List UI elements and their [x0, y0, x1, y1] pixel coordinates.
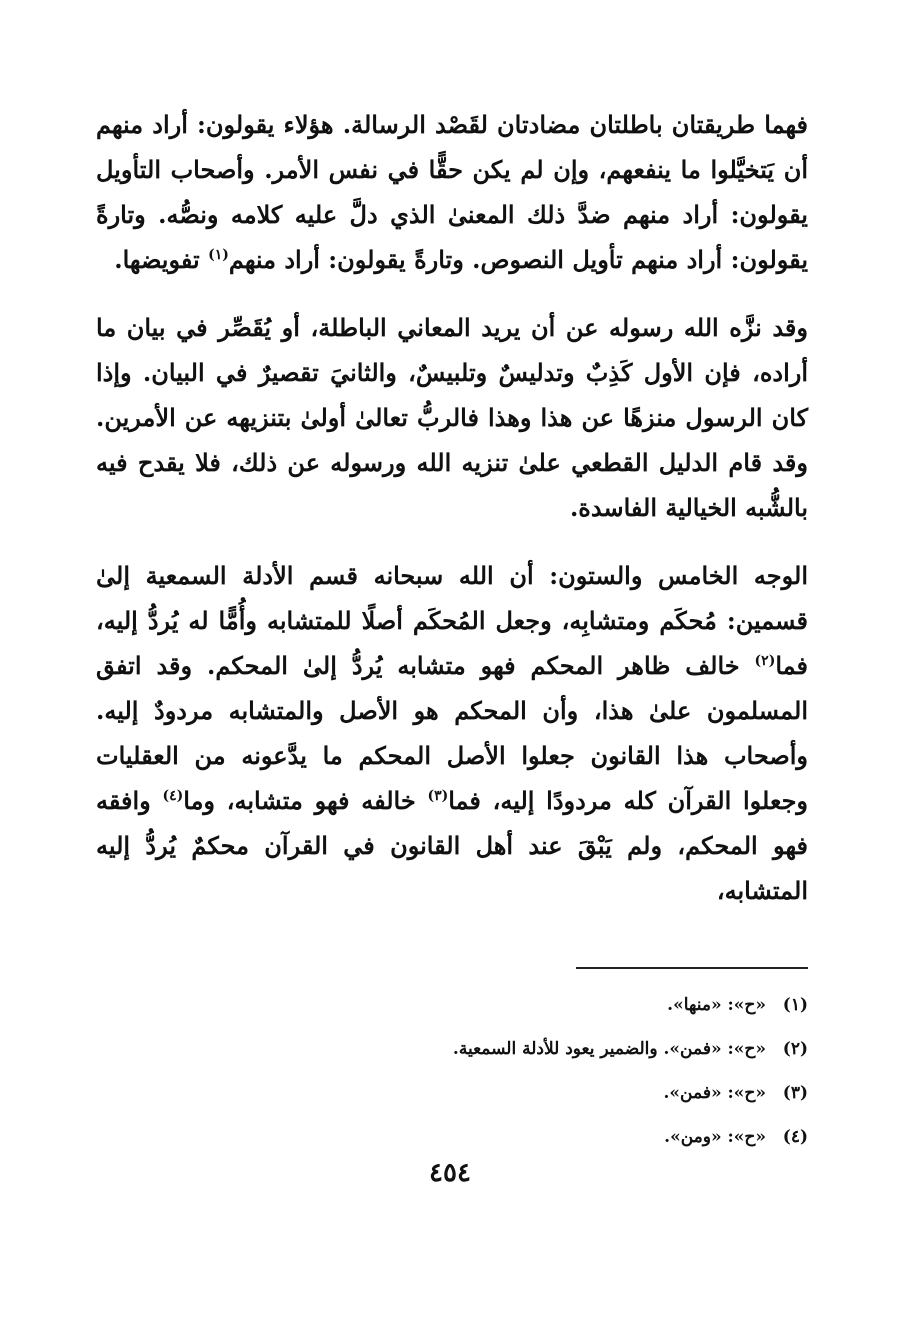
paragraph-text: تفويضها.: [114, 245, 209, 274]
paragraph-text: فهما طريقتان باطلتان مضادتان لقَصْد الرسالة. هؤلاء يقولون: أراد منهم أن يَتخيَّلوا ما ينفعهم، وإن لم يكن حقًّا في نفس الأمر. وأصحاب التأويل يقولون: أراد منهم ضدَّ ذلك المعنىٰ الذي دلَّ عليه كلامه ونصُّه. وتارةً يقولون: أراد منهم تأويل النصوص. وتارةً يقولون: أراد منهم: [96, 110, 808, 274]
footnote-marker: (١): [208, 247, 229, 263]
page-number: ٤٥٤: [429, 1158, 471, 1188]
footnote-separator: [576, 967, 808, 969]
footnote-item: [300, 1038, 808, 1061]
footnote-number: (٤): [782, 1127, 808, 1147]
footnote-text: «ح»: «فمن».: [663, 1083, 766, 1103]
footnote-text: «ح»: «منها».: [667, 995, 766, 1015]
footnote-item: [300, 1082, 808, 1105]
footnote-text: «ح»: «ومن».: [664, 1127, 766, 1147]
main-text: [96, 102, 808, 936]
footnote-number: (٢): [782, 1039, 808, 1059]
paragraph: [96, 102, 808, 282]
paragraph-text: أن الله سبحانه قسم الأدلة السمعية إلىٰ قسمين: مُحكَم ومتشابِه، وجعل المُحكَم أصلًا للمتشابه وأُمًّا له يُردُّ إليه، فما: [96, 561, 808, 680]
paragraph-text: خالفه فهو متشابه، وما: [183, 786, 428, 815]
footnote-item: [300, 994, 808, 1017]
section-heading: الوجه الخامس والستون:: [549, 561, 809, 590]
footnote-number: (٣): [782, 1083, 808, 1103]
footnote-number: (١): [782, 995, 808, 1015]
paragraph-text: خالف ظاهر المحكم فهو متشابه يُردُّ إلىٰ المحكم. وقد اتفق المسلمون علىٰ هذا، وأن المحكم هو الأصل والمتشابه مردودٌ إليه. وأصحاب هذا القانون جعلوا الأصل المحكم ما يدَّعونه من العقليات وجعلوا القرآن كله مردودًا إليه، فما: [96, 651, 808, 815]
paragraph-text: وافقه فهو المحكم، ولم يَبْقَ عند أهل القانون في القرآن محكمٌ يُردُّ إليه المتشابه،: [96, 786, 808, 905]
footnote-text: «ح»: «فمن». والضمير يعود للأدلة السمعية.: [452, 1039, 766, 1059]
footnotes: [300, 994, 808, 1170]
footnote-marker: (٢): [754, 653, 776, 669]
paragraph-text: وقد نزَّه الله رسوله عن أن يريد المعاني الباطلة، أو يُقَصِّر في بيان ما أراده، فإن الأول كَذِبٌ وتدليسٌ وتلبيسٌ، والثانيَ تقصيرٌ في البيان. وإذا كان الرسول منزهًا عن هذا وهذا فالربُّ تعالىٰ أولىٰ بتنزيهه عن الأمرين. وقد قام الدليل القطعي علىٰ تنزيه الله ورسوله عن ذلك، فلا يقدح فيه بالشُّبه الخيالية الفاسدة.: [96, 313, 809, 522]
paragraph: [96, 553, 808, 913]
footnote-marker: (٣): [427, 788, 449, 804]
paragraph: [96, 305, 808, 530]
footnote-marker: (٤): [162, 788, 184, 804]
footnote-item: [300, 1126, 808, 1149]
